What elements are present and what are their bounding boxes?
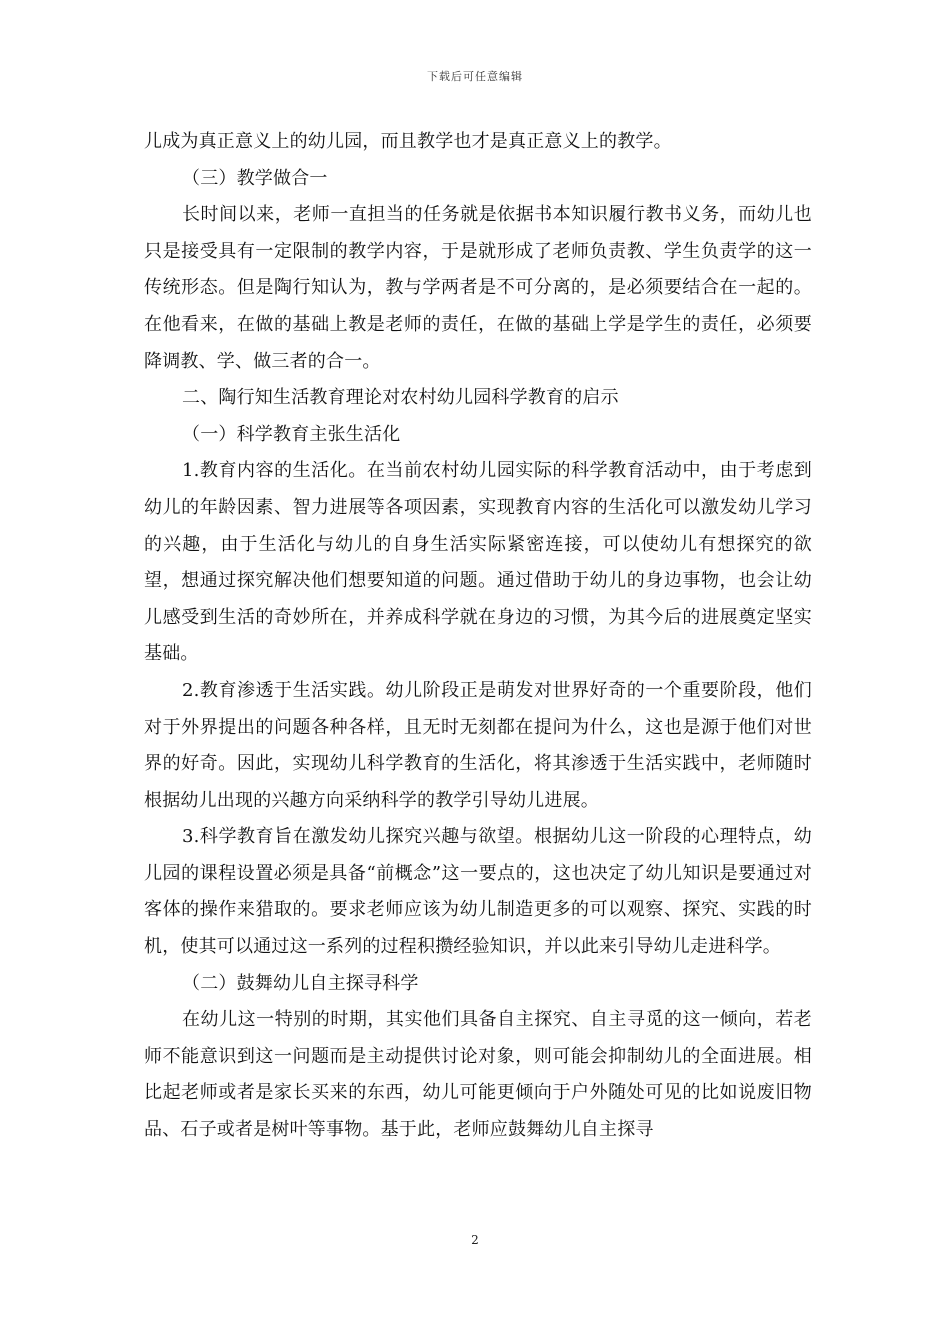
paragraph: 长时间以来，老师一直担当的任务就是依据书本知识履行教书义务，而幼儿也只是接受具有一定限制的教学内容，于是就形成了老师负责教、学生负责学的这一传统形态。但是陶行知认为，教与学两者是不可分离的，是必须要结合在一起的。在他看来，在做的基础上教是老师的责任，在做的基础上学是学生的责任，必须要降调教、学、做三者的合一。 — [144, 204, 812, 372]
paragraph-continuation: 儿成为真正意义上的幼儿园，而且教学也才是真正意义上的教学。 — [144, 131, 672, 152]
chapter-heading-inspiration: 二、陶行知生活教育理论对农村幼儿园科学教育的启示 — [182, 387, 619, 409]
page-number: 2 — [471, 1233, 479, 1247]
document-body — [144, 124, 812, 1149]
paragraph-item-3: 3.科学教育旨在激发幼儿探究兴趣与欲望。根据幼儿这一阶段的心理特点，幼儿园的课程设置必须是具备“前概念”这一要点的，这也决定了幼儿知识是要通过对客体的操作来猎取的。要求老师应该为幼儿制造更多的可以观察、探究、实践的时机，使其可以通过这一系列的过程积攒经验知识，并以此来引导幼儿走进科学。 — [144, 826, 812, 958]
section-heading-teach-learn-do: （三）教学做合一 — [182, 167, 328, 189]
paragraph-item-1: 1.教育内容的生活化。在当前农村幼儿园实际的科学教育活动中，由于考虑到幼儿的年龄因素、智力进展等各项因素，实现教育内容的生活化可以激发幼儿学习的兴趣，由于生活化与幼儿的自身生活实际紧密连接，可以使幼儿有想探究的欲望，想通过探究解决他们想要知道的问题。通过借助于幼儿的身边事物，也会让幼儿感受到生活的奇妙所在，并养成科学就在身边的习惯，为其今后的进展奠定坚实基础。 — [144, 460, 812, 665]
section-heading-life-oriented: （一）科学教育主张生活化 — [182, 423, 401, 445]
section-heading-encourage-exploration: （二）鼓舞幼儿自主探寻科学 — [182, 972, 419, 994]
page-header: 下载后可任意编辑 — [427, 70, 523, 83]
paragraph-item-2: 2.教育渗透于生活实践。幼儿阶段正是萌发对世界好奇的一个重要阶段，他们对于外界提出的问题各种各样，且无时无刻都在提问为什么，这也是源于他们对世界的好奇。因此，实现幼儿科学教育的生活化，将其渗透于生活实践中，老师随时根据幼儿出现的兴趣方向采纳科学的教学引导幼儿进展。 — [144, 679, 812, 811]
paragraph: 在幼儿这一特别的时期，其实他们具备自主探究、自主寻觅的这一倾向，若老师不能意识到这一问题而是主动提供讨论对象，则可能会抑制幼儿的全面进展。相比起老师或者是家长买来的东西，幼儿可能更倾向于户外随处可见的比如说废旧物品、石子或者是树叶等事物。基于此，老师应鼓舞幼儿自主探寻 — [144, 1009, 812, 1141]
